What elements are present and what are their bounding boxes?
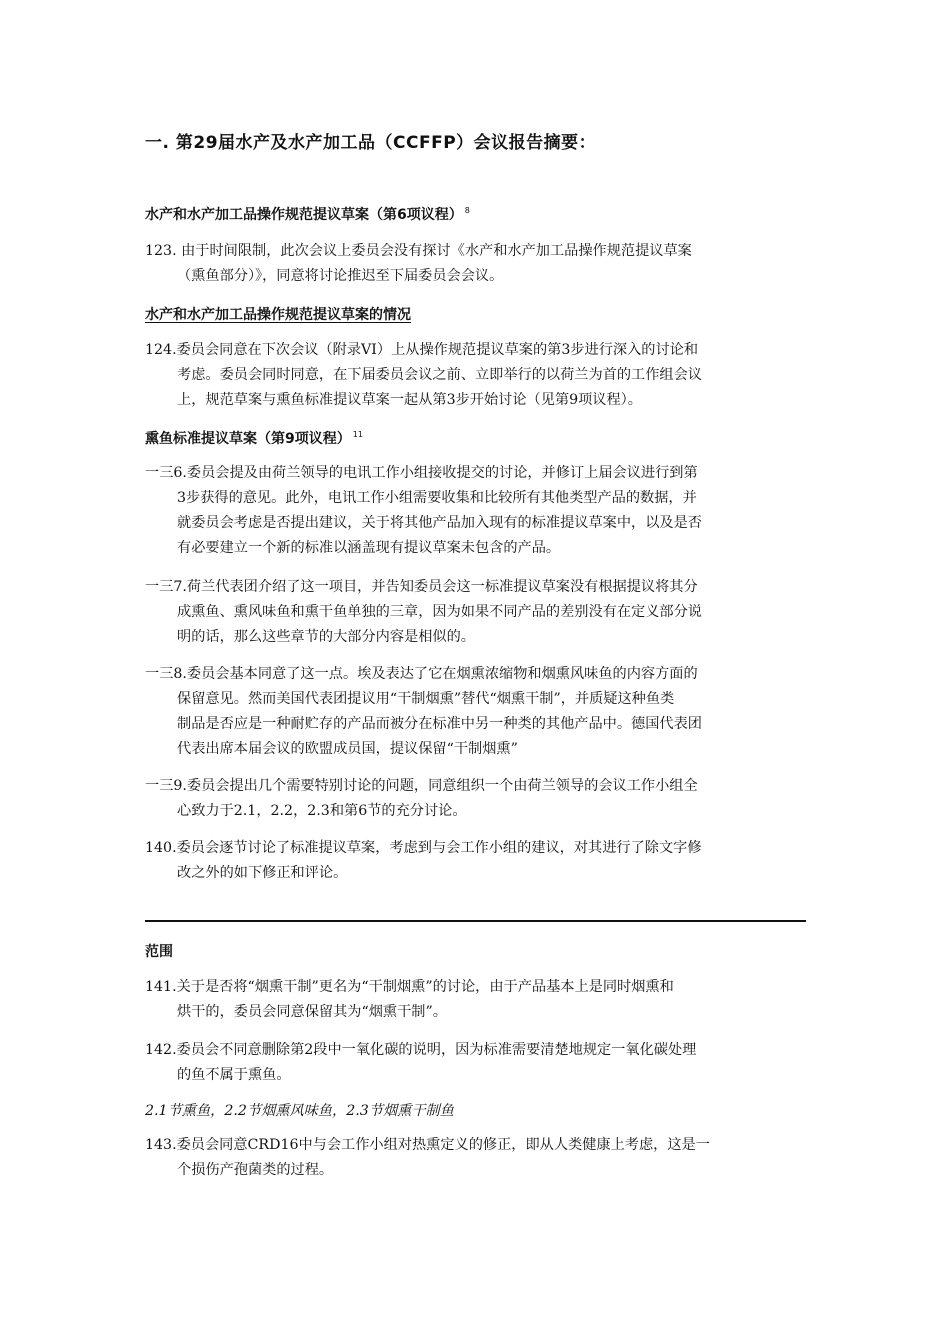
- paragraph-line: 124.委员会同意在下次会议（附录VI）上从操作规范提议草案的第3步进行深入的讨论和: [145, 342, 699, 358]
- paragraph-line: 有必要建立一个新的标准以涵盖现有提议草案未包含的产品。: [177, 540, 561, 556]
- paragraph-line: 心致力于2.1，2.2，2.3和第6节的充分讨论。: [177, 803, 467, 819]
- paragraph-line: 123. 由于时间限制，此次会议上委员会没有探讨《水产和水产加工品操作规范提议草案: [145, 243, 692, 259]
- paragraph-line: 一三9.委员会提出几个需要特别讨论的问题，同意组织一个由荷兰领导的会议工作小组全: [145, 778, 698, 794]
- paragraph-137: [145, 575, 805, 650]
- paragraph-line: 140.委员会逐节讨论了标准提议草案，考虑到与会工作小组的建议，对其进行了除文字修: [145, 840, 702, 856]
- paragraph-line: 考虑。委员会同时同意，在下届委员会议之前、立即举行的以荷兰为首的工作组会议: [177, 367, 702, 383]
- section-heading-text: 水产和水产加工品操作规范提议草案的情况: [145, 307, 411, 323]
- paragraph-140: [145, 836, 805, 886]
- paragraph-line: 上，规范草案与熏鱼标准提议草案一起从第3步开始讨论（见第9项议程）。: [177, 392, 642, 408]
- section-heading-text: 范围: [145, 944, 173, 960]
- paragraph-line: 改之外的如下修正和评论。: [177, 865, 348, 881]
- section-heading-scope: [145, 941, 173, 961]
- paragraph-line: 保留意见。然而美国代表团提议用“干制烟熏”替代“烟熏干制”，并质疑这种鱼类: [177, 691, 675, 707]
- paragraph-line: 3步获得的意见。此外，电讯工作小组需要收集和比较所有其他类型产品的数据，并: [177, 490, 697, 506]
- paragraph-line: 的鱼不属于熏鱼。: [177, 1067, 291, 1083]
- paragraph-line: 就委员会考虑是否提出建议，关于将其他产品加入现有的标准提议草案中，以及是否: [177, 515, 702, 531]
- paragraph-line: 代表出席本届会议的欧盟成员国，提议保留“干制烟熏”: [177, 741, 518, 757]
- paragraph-line: 一三6.委员会提及由荷兰领导的电讯工作小组接收提交的讨论，并修订上届会议进行到第: [145, 465, 698, 481]
- paragraph-line: 一三7.荷兰代表团介绍了这一项目，并告知委员会这一标准提议草案没有根据提议将其分: [145, 579, 698, 595]
- section-heading-code-of-practice: [145, 204, 470, 224]
- page-title: 一. 第29届水产及水产加工品（CCFFP）会议报告摘要：: [145, 133, 597, 153]
- paragraph-line: 141.关于是否将“烟熏干制”更名为“干制烟熏”的讨论，由于产品基本上是同时烟熏和: [145, 979, 674, 995]
- paragraph-138: [145, 662, 805, 762]
- section-divider: [145, 920, 806, 922]
- paragraph-124: [145, 338, 805, 413]
- section-heading-text: 熏鱼标准提议草案（第9项议程）: [145, 431, 351, 447]
- paragraph-line: 一三8.委员会基本同意了这一点。埃及表达了它在烟熏浓缩物和烟熏风味鱼的内容方面的: [145, 666, 698, 682]
- paragraph-142: [145, 1038, 805, 1088]
- paragraph-line: （熏鱼部分）》，同意将讨论推迟至下届委员会会议。: [177, 268, 504, 284]
- paragraph-139: [145, 774, 805, 824]
- section-heading-text: 水产和水产加工品操作规范提议草案（第6项议程）: [145, 207, 463, 223]
- footnote-ref: 8: [464, 206, 470, 216]
- paragraph-line: 143.委员会同意CRD16中与会工作小组对热熏定义的修正，即从人类健康上考虑，这是一: [145, 1137, 710, 1153]
- paragraph-line: 明的话，那么这些章节的大部分内容是相似的。: [177, 629, 475, 645]
- paragraph-141: [145, 975, 805, 1025]
- paragraph-143: [145, 1133, 805, 1183]
- paragraph-line: 烘干的，委员会同意保留其为“烟熏干制”。: [177, 1004, 447, 1020]
- subsection-italic-heading: 2.1节熏鱼，2.2节烟熏风味鱼，2.3节烟熏干制鱼: [145, 1103, 454, 1119]
- section-heading-smoked-fish-standard: [145, 428, 363, 448]
- paragraph-line: 制品是否应是一种耐贮存的产品而被分在标准中另一种类的其他产品中。德国代表团: [177, 716, 702, 732]
- section-heading-status: [145, 304, 411, 324]
- paragraph-line: 成熏鱼、熏风味鱼和熏干鱼单独的三章，因为如果不同产品的差别没有在定义部分说: [177, 604, 702, 620]
- paragraph-line: 142.委员会不同意删除第2段中一氧化碳的说明，因为标准需要清楚地规定一氧化碳处理: [145, 1042, 697, 1058]
- paragraph-136: [145, 461, 805, 561]
- paragraph-line: 个损伤产孢菌类的过程。: [177, 1162, 334, 1178]
- paragraph-123: [145, 239, 805, 289]
- footnote-ref: 11: [352, 430, 363, 440]
